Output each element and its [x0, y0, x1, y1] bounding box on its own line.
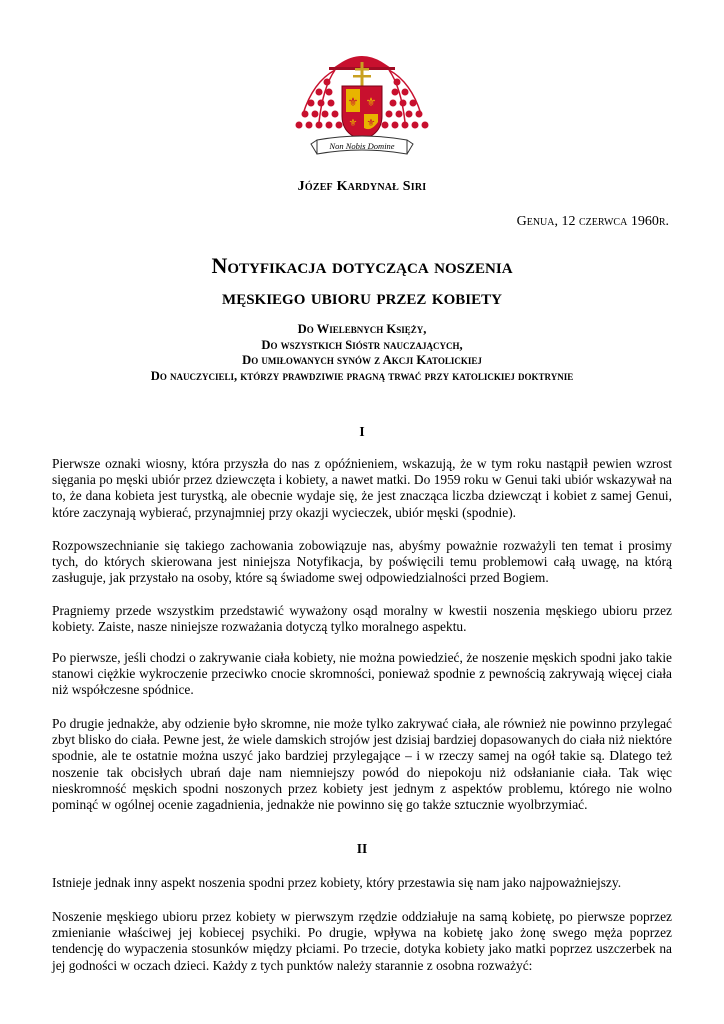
addressee-line: Do umiłowanych synów z Akcji Katolickiej — [242, 353, 482, 367]
paragraph: Rozpowszechnianie się takiego zachowania zobowiązuje nas, abyśmy poważnie rozważyli ten temat i prosimy tych, do których skierowana jest niniejsza Notyfikacja, by poświęcili temu problemowi całą uwagę, na którą zasługuje, jak przystało na osoby, które są świadome swej odpowiedzialności przed Bogiem. — [52, 538, 672, 586]
paragraph: Po drugie jednakże, aby odzienie było skromne, nie może tylko zakrywać ciała, ale również nie powinno przylegać zbyt blisko do ciała. Pewne jest, że wiele damskich strojów jest dzisiaj bardziej dopasowanych do ciała niż niektóre spodnie, ale te ostatnie można uszyć jako bardziej przylegające – i w rzeczy samej na ogół takie są. Dlatego też noszenie tak obcisłych ubrań daje nam niemniejszy powód do niepokoju niż odsłanianie ciała. Tak więc nieskromność męskich spodni noszonych przez kobiety jest jednym z aspektów problemu, którego nie wolno pominąć w ogólnej ocenie zagadnienia, jednakże nie powinno się go także sztucznie wyolbrzymiać. — [52, 716, 672, 813]
svg-text:⚜: ⚜ — [348, 118, 358, 129]
svg-text:⚜: ⚜ — [365, 95, 377, 109]
paragraph: Pierwsze oznaki wiosny, która przyszła do nas z opóźnieniem, wskazują, że w tym roku nastąpił pewien wzrost sięgania po męski ubiór przez dziewczęta i kobiety, a nawet matki. Do 1959 roku w Genui taki ubiór wskazywał na to, że dana kobieta jest turystką, ale obecnie wydaje się, że jest znacząca liczba dziewcząt i kobiet z samej Genui, które zaczynają wybierać, przynajmniej przy okazji wycieczek, ubiór męski (spodnie). — [52, 456, 672, 520]
coat-of-arms-emblem — [283, 42, 441, 160]
motto-scroll — [311, 136, 413, 154]
document-title — [0, 250, 724, 312]
title-line-2: męskiego ubioru przez kobiety — [222, 284, 502, 309]
addressee-line: Do Wielebnych Księży, — [297, 322, 427, 336]
section-heading-1: I — [359, 424, 365, 439]
tassels-right-icon — [382, 70, 429, 129]
addressee-list — [0, 322, 724, 384]
motto-text: Non Nobis Domine — [329, 141, 395, 151]
paragraph: Po pierwsze, jeśli chodzi o zakrywanie ciała kobiety, nie można powiedzieć, że noszenie męskich spodni jako takie stanowi ciężkie wykroczenie przeciwko cnocie skromności, ponieważ spodnie z pewnością zakrywają więcej ciała niż współczesne spódnice. — [52, 650, 672, 698]
svg-text:⚜: ⚜ — [347, 95, 359, 109]
section-heading-2: II — [356, 841, 368, 856]
paragraph: Noszenie męskiego ubioru przez kobiety w pierwszym rzędzie oddziałuje na samą kobietę, po pierwsze poprzez zmienianie właściwej jej kobiecej psychiki. Po drugie, wpływa na kobietę jako żonę swego męża poprzez tendencję do wypaczenia stosunków między płciami. Po trzecie, dotyka kobiety jako matki poprzez uszczerbek na jej godności w oczach dzieci. Każdy z tych punktów należy starannie z osobna rozważyć: — [52, 909, 672, 973]
shield-icon — [342, 86, 382, 140]
tassels-left-icon — [296, 70, 343, 129]
svg-text:⚜: ⚜ — [366, 118, 376, 129]
document-date: Genua, 12 czerwca 1960r. — [516, 214, 669, 229]
paragraph: Pragniemy przede wszystkim przedstawić wyważony osąd moralny w kwestii noszenia męskiego ubioru przez kobiety. Zaiste, nasze niniejsze rozważania dotyczą tylko moralnego aspektu. — [52, 603, 672, 635]
addressee-line: Do nauczycieli, którzy prawdziwie pragną trwać przy katolickiej doktrynie — [150, 368, 574, 383]
addressee-line: Do wszystkich Sióstr nauczających, — [261, 337, 463, 352]
title-line-1: Notyfikacja dotycząca noszenia — [211, 253, 513, 278]
paragraph: Istnieje jednak inny aspekt noszenia spodni przez kobiety, który przestawia się nam jako najpoważniejszy. — [52, 875, 622, 890]
author-name: Józef Kardynał Siri — [297, 179, 427, 194]
